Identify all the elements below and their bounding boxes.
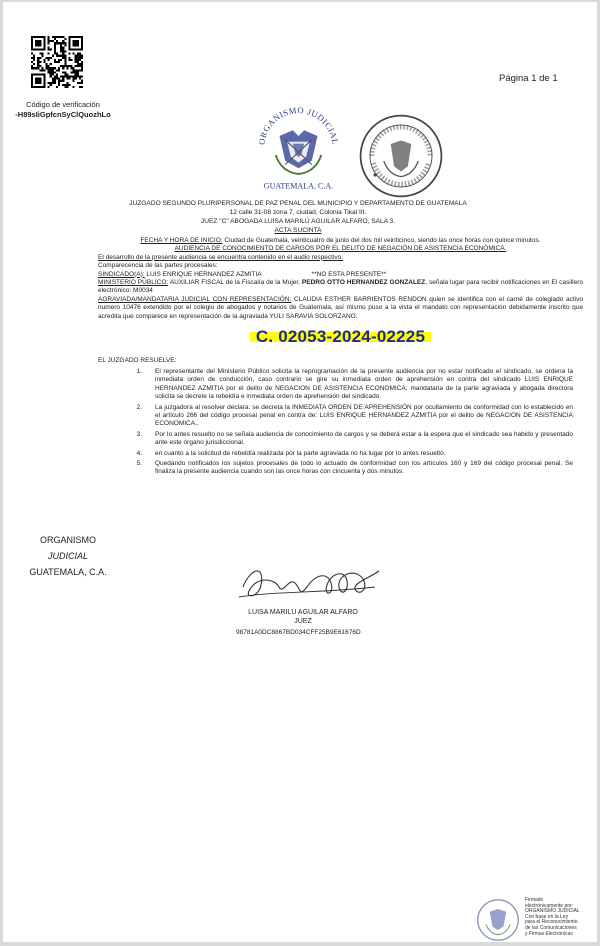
handwritten-signature — [235, 557, 385, 605]
hearing-date-text: Ciudad de Guatemala, veinticuatro de junio del dos mil veinticinco, siendo las once horas con quince minutos. — [222, 237, 541, 244]
resolution-heading: EL JUZGADO RESUELVE: — [98, 357, 177, 365]
qr-code-icon — [31, 36, 83, 88]
e-signature-line: para el Reconocimiento — [525, 919, 578, 926]
stamp-line-1: ORGANISMO — [39, 535, 96, 545]
case-number: C. 02053-2024-02225 — [250, 332, 431, 342]
case-number-wrap — [98, 327, 583, 347]
e-signature-line: y Firmas Electrónicas — [525, 930, 573, 937]
mp-role: AUXILIAR FISCAL de la Fiscalía de la Mujer, — [168, 279, 302, 287]
e-signature-line: Firmado — [525, 897, 544, 903]
agraviada-text: CLAUDIA ESTHER BARRIENTOS RENDON quien se identifica con el carné de colegiado activo numero 10476 extendido por el colegio de abogados y notarios de Guatemala, así mismo puso a la vista el mandato con representación debidamente inscrito que acredita que comparece en representación de la agraviada YULI SARAVIA SOLORZANO. — [98, 295, 583, 320]
resolution-item-text: Quedando notificados los sujetos procesales de todo lo actuado de conformidad con los artículos 160 y 169 del código procesal penal. Se finaliza la presente audiencia cuando son las once horas con cincuenta y dos minutos. — [155, 459, 573, 476]
document-page — [3, 2, 597, 942]
sindicado-line — [98, 271, 583, 279]
resolution-item-number: 1. — [136, 367, 142, 375]
sindicado-status: **NO ESTA PRESENTE** — [311, 270, 387, 278]
e-signature-line: Con base en la Ley — [525, 913, 569, 920]
court-seal-icon — [358, 113, 444, 199]
appearance-heading: Comparecencia de las partes procesales: — [98, 262, 218, 270]
e-signature-text — [525, 898, 597, 937]
verification-label: Código de verificación — [26, 100, 100, 109]
hearing-recorded-note: El desarrollo de la presente audiencia se encuentra contenido en el audio respectivo. — [98, 253, 343, 261]
resolution-item — [98, 404, 583, 429]
document-type: ACTA SUCINTA — [274, 227, 322, 234]
resolution-item-text: El representante del Ministerio Público solicita la reprogramación de la presente audiencia por no estar notificado el sindicado, se ordena la inmediata orden de conducción, caso contrario se gire su inmediata orden de aprehensión en contra del sindicado LUIS ENRIQUE HERNANDEZ AZMITIA por el delito de NEGACION DE ASISTENCIA ECONOMICA; mandataria de la parte agraviada y abogada directora solicita se decrete la rebeldía e inmediata orden de aprehensión del sindicado. — [155, 367, 573, 401]
resolution-item — [98, 368, 583, 402]
resolution-item-number: 2. — [136, 403, 142, 411]
resolution-item — [98, 450, 583, 458]
resolution-item-text: Por lo antes resuelto no se señala audiencia de conocimiento de cargos y se deberá estar a la espera que el sindicado sea habido y presentado ante este órgano jurisdiccional. — [155, 430, 573, 447]
resolution-list — [98, 368, 583, 477]
signer-name: LUISA MARILU AGUILAR ALFARO — [248, 609, 358, 616]
mp-label: MINISTERIO PÚBLICO: — [98, 279, 169, 287]
document-body — [98, 237, 583, 477]
stamp-line-3: GUATEMALA, C.A. — [29, 567, 107, 577]
court-judge: JUEZ "C" ABOGADA LUISA MARILÚ AGUILAR ALFARO, SALA 3. — [200, 218, 396, 225]
signer-title: JUEZ — [294, 618, 312, 625]
mp-name: PEDRO OTTO HERNANDEZ GONZALEZ — [301, 279, 426, 287]
stamp-line-2: JUDICIAL — [47, 551, 88, 561]
e-signature-seal-icon — [475, 897, 521, 942]
emblem-arc-text: ORGANISMO JUDICIAL — [256, 105, 341, 146]
court-name: JUZGADO SEGUNDO PLURIPERSONAL DE PAZ PENAL DEL MUNICIPIO Y DEPARTAMENTO DE GUATEMALA — [129, 200, 467, 207]
organismo-judicial-emblem-icon — [251, 98, 346, 193]
resolution-item-number: 3. — [136, 430, 142, 438]
e-signature-line: ORGANISMO JUDICIAL — [525, 908, 580, 915]
resolution-item — [98, 431, 583, 448]
mp-notifications: , señala lugar para recibir notificaciones en El casillero electrónico: M0034 — [98, 279, 583, 295]
signer-block — [203, 608, 403, 626]
e-signature-line: de las Comunicaciones — [525, 924, 577, 931]
sindicado-name: LUIS ENRIQUE HERNANDEZ AZMITIA — [144, 270, 262, 278]
resolution-item-text: en cuanto a la solicitud de rebeldía realizada por la parte agraviada no ha lugar por lo antes resuelto. — [155, 449, 446, 457]
agraviada-label: AGRAVIADA/MANDATARIA JUDICIAL CON REPRESENTACIÓN: — [98, 295, 292, 303]
hearing-type: AUDIENCIA DE CONOCIMIENTO DE CARGOS POR EL DELITO DE NEGACIÓN DE ASISTENCIA ECONÓMICA. — [174, 245, 507, 253]
court-header — [98, 199, 498, 235]
resolution-item-number: 4. — [136, 449, 142, 457]
resolution-item-text: La juzgadora al resolver declara: se decreta la INMEDIATA ORDEN DE APREHENSIÓN por ocultamiento de conformidad con lo establecido en el artículo 266 del código procesal penal en contra de: LUIS ENRIQUE HERNANDEZ AZMITIA por el delito de NEGACION DE ASISTENCIA ECONOMICA.. — [155, 403, 573, 428]
e-signature-line: electrónicamente por: — [525, 902, 574, 909]
resolution-item-number: 5. — [136, 459, 142, 467]
resolution-item — [98, 460, 583, 477]
emblem-bottom-text: GUATEMALA, C.A. — [263, 181, 334, 191]
page-number: Página 1 de 1 — [499, 73, 558, 84]
court-address: 12 calle 31-08 zona 7, ciudad, Colonia Tikal III. — [229, 209, 367, 216]
verification-code: -H89sIiGpfcnSyClQuozhLo — [15, 110, 111, 119]
hearing-date-label: FECHA Y HORA DE INICIO: — [140, 237, 223, 244]
signature-hash: 98781A0DC8867BD034CFF25B9E61676D — [236, 629, 361, 636]
sindicado-label: SINDICADO(A): — [98, 270, 145, 278]
agraviada-line — [98, 296, 583, 321]
institution-stamp — [23, 532, 113, 580]
ministerio-publico-line — [98, 279, 583, 296]
